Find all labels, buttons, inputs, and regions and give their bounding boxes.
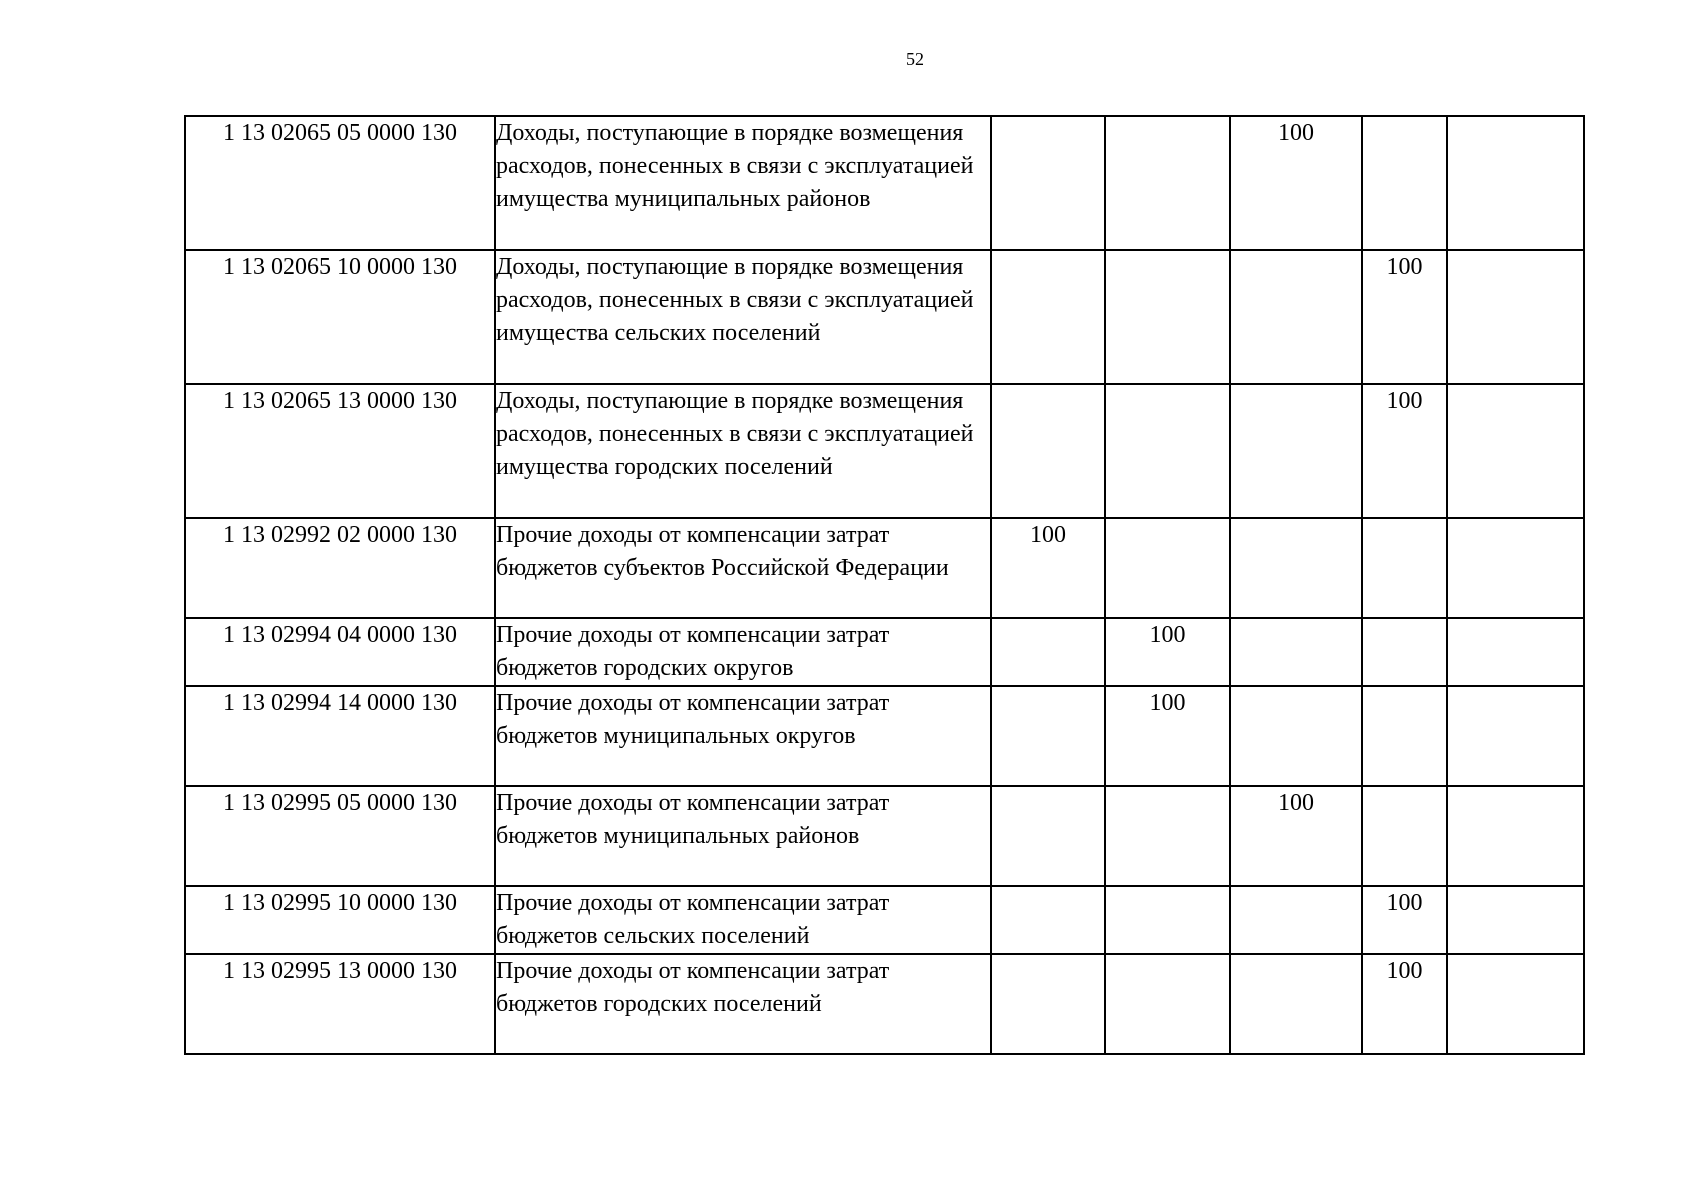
- revenue-description: Доходы, поступающие в порядке возмещения расходов, понесенных в связи с эксплуатацией имущества сельских поселений: [495, 250, 991, 384]
- value-cell: 100: [1362, 954, 1447, 1054]
- value-cell: 100: [1105, 618, 1230, 686]
- value-cell: [1105, 518, 1230, 618]
- value-cell: 100: [1362, 250, 1447, 384]
- value-cell: [1447, 250, 1584, 384]
- table-row: [185, 618, 1584, 686]
- value-cell: [1362, 786, 1447, 886]
- value-cell: [1230, 686, 1362, 786]
- value-cell: [1447, 618, 1584, 686]
- revenue-description: Доходы, поступающие в порядке возмещения расходов, понесенных в связи с эксплуатацией имущества городских поселений: [495, 384, 991, 518]
- value-cell: [991, 786, 1105, 886]
- value-cell: [1362, 686, 1447, 786]
- revenue-code: 1 13 02065 10 0000 130: [185, 250, 495, 384]
- value-cell: [1447, 954, 1584, 1054]
- value-cell: [1447, 384, 1584, 518]
- revenue-description: Доходы, поступающие в порядке возмещения расходов, понесенных в связи с эксплуатацией имущества муниципальных районов: [495, 116, 991, 250]
- table-row: [185, 384, 1584, 518]
- revenue-code: 1 13 02995 10 0000 130: [185, 886, 495, 954]
- value-cell: [1230, 886, 1362, 954]
- value-cell: [1230, 384, 1362, 518]
- value-cell: [1447, 786, 1584, 886]
- value-cell: [1362, 518, 1447, 618]
- value-cell: [1230, 518, 1362, 618]
- table-row: [185, 886, 1584, 954]
- revenue-description: Прочие доходы от компенсации затрат бюджетов городских округов: [495, 618, 991, 686]
- page-number: 52: [906, 49, 924, 69]
- value-cell: [1230, 250, 1362, 384]
- value-cell: [991, 384, 1105, 518]
- value-cell: [991, 686, 1105, 786]
- value-cell: 100: [1362, 384, 1447, 518]
- table-row: [185, 954, 1584, 1054]
- value-cell: [1230, 954, 1362, 1054]
- revenue-code: 1 13 02995 13 0000 130: [185, 954, 495, 1054]
- value-cell: 100: [1362, 886, 1447, 954]
- revenue-code: 1 13 02994 14 0000 130: [185, 686, 495, 786]
- value-cell: 100: [1105, 686, 1230, 786]
- value-cell: [1447, 686, 1584, 786]
- value-cell: 100: [991, 518, 1105, 618]
- value-cell: [1362, 618, 1447, 686]
- table-row: [185, 686, 1584, 786]
- value-cell: [1447, 518, 1584, 618]
- revenue-code: 1 13 02065 05 0000 130: [185, 116, 495, 250]
- revenue-code: 1 13 02995 05 0000 130: [185, 786, 495, 886]
- table-row: [185, 786, 1584, 886]
- value-cell: [1105, 250, 1230, 384]
- revenue-code: 1 13 02994 04 0000 130: [185, 618, 495, 686]
- table-row: [185, 250, 1584, 384]
- value-cell: [1105, 786, 1230, 886]
- revenue-code: 1 13 02992 02 0000 130: [185, 518, 495, 618]
- value-cell: [1105, 954, 1230, 1054]
- value-cell: 100: [1230, 786, 1362, 886]
- revenue-description: Прочие доходы от компенсации затрат бюджетов муниципальных округов: [495, 686, 991, 786]
- table-row: [185, 116, 1584, 250]
- revenue-description: Прочие доходы от компенсации затрат бюджетов муниципальных районов: [495, 786, 991, 886]
- value-cell: [991, 954, 1105, 1054]
- revenue-description: Прочие доходы от компенсации затрат бюджетов городских поселений: [495, 954, 991, 1054]
- value-cell: [1447, 886, 1584, 954]
- value-cell: [1362, 116, 1447, 250]
- value-cell: [1105, 886, 1230, 954]
- value-cell: [1230, 618, 1362, 686]
- value-cell: [991, 116, 1105, 250]
- value-cell: [991, 250, 1105, 384]
- value-cell: [991, 886, 1105, 954]
- revenue-code: 1 13 02065 13 0000 130: [185, 384, 495, 518]
- revenue-distribution-table: [184, 115, 1585, 1055]
- revenue-description: Прочие доходы от компенсации затрат бюджетов субъектов Российской Федерации: [495, 518, 991, 618]
- value-cell: 100: [1230, 116, 1362, 250]
- value-cell: [1447, 116, 1584, 250]
- value-cell: [1105, 116, 1230, 250]
- value-cell: [991, 618, 1105, 686]
- revenue-description: Прочие доходы от компенсации затрат бюджетов сельских поселений: [495, 886, 991, 954]
- value-cell: [1105, 384, 1230, 518]
- table-row: [185, 518, 1584, 618]
